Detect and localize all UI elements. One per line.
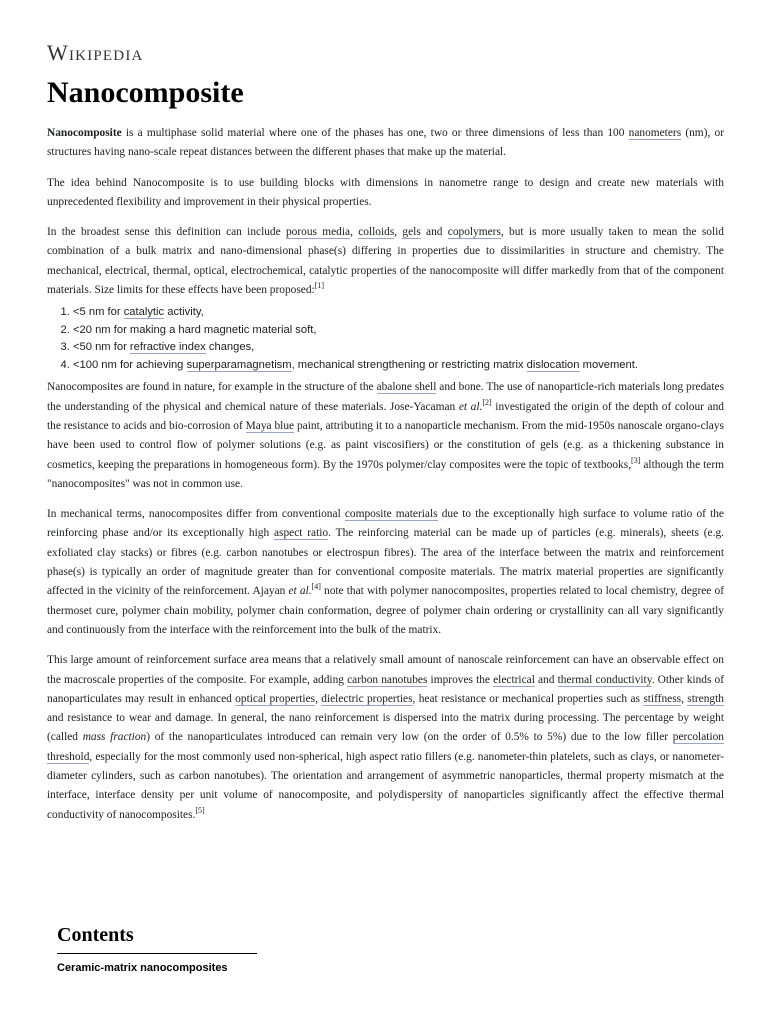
link-dielectric-properties[interactable]: dielectric properties [321,692,413,705]
text-span: and bone. The use of nanoparticle-rich materials long predates the understanding of the physical and chemical nature of these materials. Jose-Yacaman [47,381,725,413]
text-span: In the broadest sense this definition can include [47,226,286,239]
link-abalone-shell[interactable]: abalone shell [376,381,437,394]
text-span: is a multiphase solid material where one of the phases has one, two or three dimensions of less than 100 [121,127,629,139]
list-item [73,304,724,322]
idea-paragraph: The idea behind Nanocomposite is to use building blocks with dimensions in nanometre range to design and create new materials with unprecedented flexibility and improvement in their physical properties. [47,176,724,208]
text-span: This large amount of reinforcement surface area means that a relatively small amount of nanoscale reinforcement can have an observable effect on the macroscale properties of the composite. For example, adding [47,654,724,686]
link-porous-media[interactable]: porous media [285,226,351,239]
link-gels[interactable]: gels [402,226,421,239]
definition-paragraph [47,223,724,300]
link-electrical[interactable]: electrical [493,673,535,686]
text-span: although the term "nanocomposites" was not in common use. [47,458,725,490]
text-span: , [681,692,688,705]
link-thermal-conductivity[interactable]: thermal conductivity [557,673,652,686]
text-span: movement. [579,358,638,371]
italic-text: et al. [288,585,312,598]
contents-item-ceramic-matrix[interactable]: Ceramic-matrix nanocomposites [57,962,228,974]
text-span: <50 nm for [73,341,130,354]
text-span: investigated the origin of the depth of colour and the resistance to acids and bio-corrosion of [47,400,724,432]
text-span: and [420,226,448,239]
contents-heading: Contents [57,924,257,954]
text-span: activity, [164,306,204,319]
table-of-contents [57,924,257,974]
size-limits-list [47,304,724,374]
wikipedia-wordmark[interactable]: Wikipedia [47,40,144,65]
text-span: <5 nm for [73,306,124,319]
link-colloids[interactable]: colloids [358,226,395,239]
link-carbon-nanotubes[interactable]: carbon nanotubes [347,673,428,686]
text-span: ) of the nanoparticulates introduced can remain very low (on the order of 0.5% to 5%) due to the low filler [146,731,673,744]
text-span: and resistance to wear and damage. In general, the nano reinforcement is dispersed into the matrix during processing. The percentage by weight (called [47,712,724,744]
history-paragraph [47,378,724,494]
reference-1[interactable]: [1] [314,281,325,291]
text-span: paint, attributing it to a nanoparticle mechanism. From the mid-1950s nanoscale organo-clays have been used to control flow of polymer solutions (e.g. as paint viscosifiers) or the constitution of gels (e.g. as a thickening substance in cosmetics, keeping the preparations in homogeneous form). By the 1970s polymer/clay composites were the topic of textbooks, [47,419,724,471]
text-span: <100 nm for achieving [73,358,187,371]
reference-4[interactable]: [4] [311,582,321,592]
text-span: , mechanical strengthening or restricting matrix [291,358,527,371]
text-span: , heat resistance or mechanical properties such as [412,692,644,705]
link-catalytic[interactable]: catalytic [123,306,165,319]
reference-2[interactable]: [2] [482,397,492,407]
link-optical-properties[interactable]: optical properties [235,692,316,705]
link-refractive-index[interactable]: refractive index [129,341,206,354]
surface-area-paragraph [47,651,724,825]
text-span: , [394,226,403,239]
text-span: improves the [427,673,494,686]
text-span: . Other kinds of nanoparticulates may result in enhanced [47,673,725,705]
link-aspect-ratio[interactable]: aspect ratio [273,527,329,540]
text-span: , especially for the most commonly used non-spherical, high aspect ratio fillers (e.g. nanometer-thin platelets, such as clays, or nanometer-diameter cylinders, such as carbon nanotubes). The orientation and arrangement of asymmetric nanoparticles, thermal property mismatch at the interface, interface density per unit volume of nanocomposite, and polydispersity of nanoparticles significantly affect the effective thermal conductivity of nanocomposites. [47,750,724,821]
text-span: , [315,692,322,705]
text-span: (nm), or structures having nano-scale repeat distances between the different phases that make up the material. [47,127,724,159]
text-span: <20 nm for making a hard magnetic material soft, [73,323,317,336]
italic-text: mass fraction [82,731,147,744]
text-span: due to the exceptionally high surface to volume ratio of the reinforcing phase and/or its exceptionally high [47,508,724,540]
bold-term: Nanocomposite [47,127,122,139]
link-percolation-threshold[interactable]: percolation threshold [47,731,725,763]
intro-paragraph [47,124,724,163]
list-item [73,322,724,340]
text-span: note that with polymer nanocomposites, properties related to local chemistry, degree of thermoset cure, polymer chain mobility, polymer chain conformation, degree of polymer chain ordering or crystallinity can all vary significantly and continuously from the interface with the reinforcement into the bulk of the matrix. [47,585,724,636]
text-span: Nanocomposites are found in nature, for example in the structure of the [47,381,377,394]
italic-text: et al. [458,400,483,413]
page-title: Nanocomposite [47,76,244,109]
link-stiffness[interactable]: stiffness [643,692,682,705]
link-maya-blue[interactable]: Maya blue [245,419,295,432]
text-span: changes, [205,341,255,354]
link-superparamagnetism[interactable]: superparamagnetism [186,358,292,371]
text-span: , [350,226,359,239]
text-span: In mechanical terms, nanocomposites differ from conventional [47,508,345,521]
mechanical-paragraph [47,505,724,640]
reference-3[interactable]: [3] [631,455,641,465]
link-strength[interactable]: strength [687,692,724,705]
text-span: . The reinforcing material can be made up of particles (e.g. minerals), sheets (e.g. exfoliated clay stacks) or fibres (e.g. carbon nanotubes or electrospun fibres). The area of the interface between the matrix and reinforcement phase(s) is typically an order of magnitude greater than for conventional composite materials. The matrix material properties are significantly affected in the vicinity of the reinforcement. Ajayan [47,527,725,598]
article-body [47,124,724,836]
list-item [73,357,724,375]
text-span: , but is more usually taken to mean the solid combination of a bulk matrix and nano-dimensional phase(s) differing in properties due to dissimilarities in structure and chemistry. The mechanical, electrical, thermal, optical, electrochemical, catalytic properties of the nanocomposite will differ markedly from that of the component materials. Size limits for these effects have been proposed: [47,226,724,297]
link-dislocation[interactable]: dislocation [526,358,580,371]
text-span: and [534,673,558,686]
link-composite-materials[interactable]: composite materials [344,508,438,521]
list-item [73,339,724,357]
reference-5[interactable]: [5] [195,805,205,815]
link-nanometers[interactable]: nanometers [628,127,682,139]
link-copolymers[interactable]: copolymers [447,226,501,239]
